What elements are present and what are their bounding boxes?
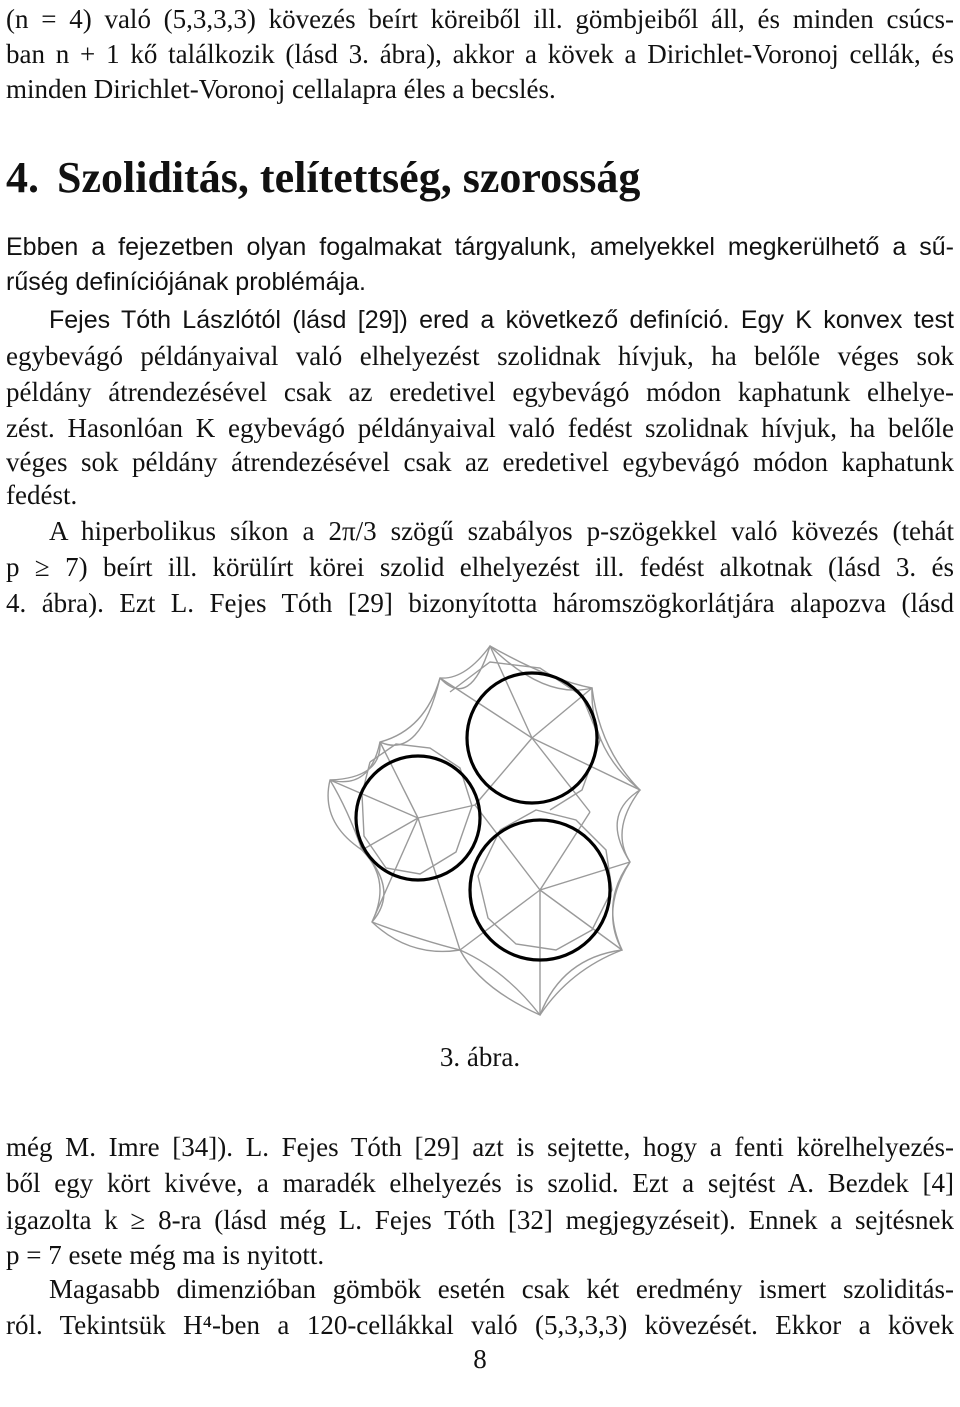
text-line: igazolta k ≥ 8-ra (lásd még L. Fejes Tóth [32] megjegyzéseit). Ennek a sejtésnek — [6, 1205, 954, 1235]
text-line: p ≥ 7) beírt ill. körülírt körei szolid elhelyezést ill. fedést alkotnak (lásd 3. és — [6, 552, 954, 582]
text-line: minden Dirichlet-Voronoj cellalapra éles a becslés. — [6, 74, 556, 104]
text-line: fedést. — [6, 480, 78, 510]
section-heading — [6, 152, 640, 204]
text-line: (n = 4) való (5,3,3,3) kövezés beírt köreiből ill. gömbjeiből áll, és minden csúcs- — [6, 4, 954, 34]
section-title: Szoliditás, telítettség, szorosság — [57, 153, 641, 202]
text-line: zést. Hasonlóan K egybevágó példányaival való fedést szolidnak hívjuk, ha belőle — [6, 413, 954, 443]
text-line: Fejes Tóth Lászlótól (lásd [29]) ered a következő definíció. Egy K konvex test — [49, 306, 954, 334]
text-line: Magasabb dimenzióban gömbök esetén csak két eredmény ismert szoliditás- — [49, 1274, 954, 1304]
text-line: ből egy kört kivéve, a maradék elhelyezés is szolid. Ezt a sejtést A. Bezdek [4] — [6, 1168, 954, 1198]
text-line: ról. Tekintsük H⁴-ben a 120-cellákkal való (5,3,3,3) kövezését. Ekkor a kövek — [6, 1310, 954, 1340]
text-line: véges sok példány átrendezésével csak az eredetivel egybevágó módon kaphatunk — [6, 447, 954, 477]
text-line: A hiperbolikus síkon a 2π/3 szögű szabályos p-szögekkel való kövezés (tehát — [49, 516, 954, 546]
section-number: 4. — [6, 153, 39, 202]
text-line: ban n + 1 kő találkozik (lásd 3. ábra), akkor a kövek a Dirichlet-Voronoj cellák, és — [6, 39, 954, 69]
tiling-diagram — [300, 640, 660, 1030]
text-line: még M. Imre [34]). L. Fejes Tóth [29] azt is sejtette, hogy a fenti körelhelyezés- — [6, 1132, 954, 1162]
text-line: rűség definíciójának problémája. — [6, 268, 366, 296]
text-line: példány átrendezésével csak az eredetivel egybevágó módon kaphatunk elhelye- — [6, 377, 954, 407]
page-number: 8 — [473, 1344, 487, 1374]
figure-tiling-illustration — [300, 640, 660, 1030]
figure-caption: 3. ábra. — [439, 1042, 521, 1072]
text-line: 4. ábra). Ezt L. Fejes Tóth [29] bizonyította háromszögkorlátjára alapozva (lásd — [6, 588, 954, 618]
tiling-edges — [328, 646, 640, 1015]
text-line: p = 7 esete még ma is nyitott. — [6, 1240, 325, 1270]
text-line: egybevágó példányaival való elhelyezést szolidnak hívjuk, ha belőle véges sok — [6, 341, 954, 371]
text-line: Ebben a fejezetben olyan fogalmakat tárgyalunk, amelyekkel megkerülhető a sű- — [6, 233, 954, 261]
